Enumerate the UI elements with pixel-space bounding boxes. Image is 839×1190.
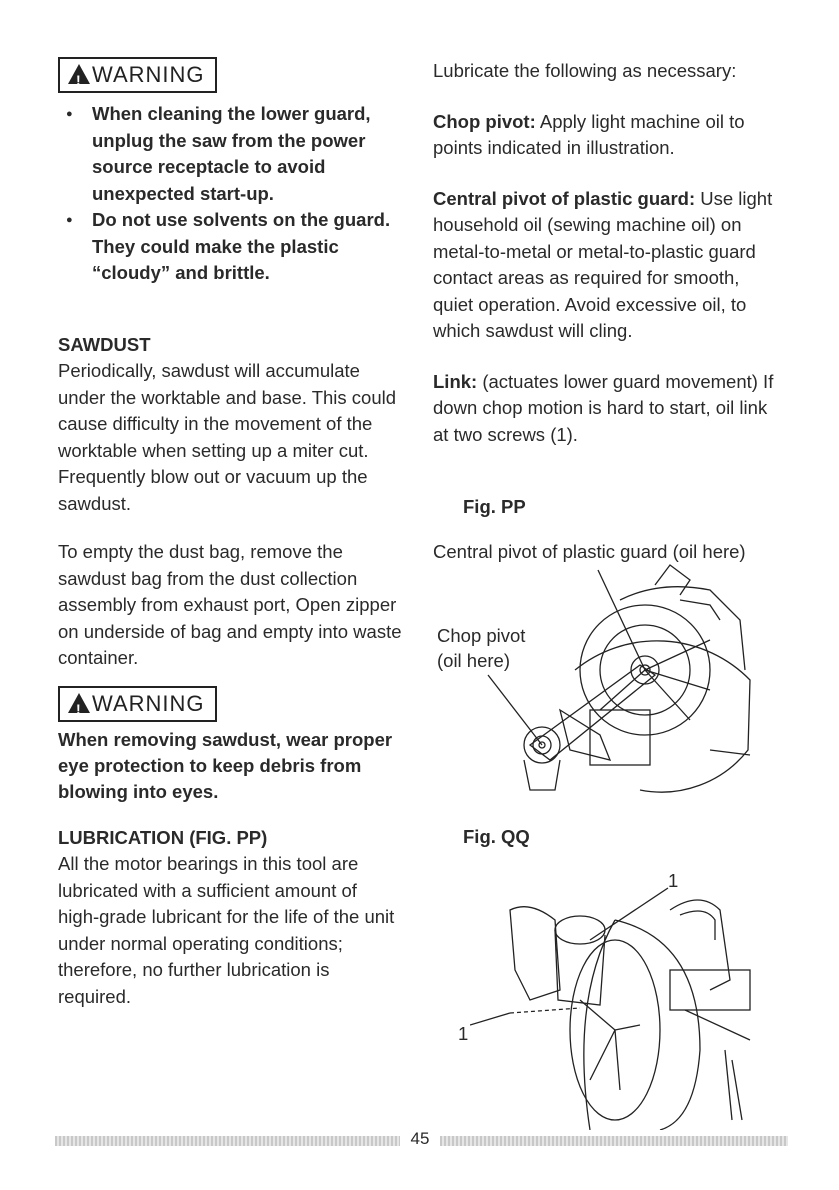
fig-qq-illustration bbox=[470, 880, 760, 1130]
warning-label-2: !WARNING bbox=[58, 686, 217, 722]
right-column bbox=[433, 58, 783, 448]
fig-pp-callout-chop-1: Chop pivot bbox=[437, 625, 526, 646]
fig-pp-illustration bbox=[480, 560, 770, 800]
link-term: Link: bbox=[433, 370, 478, 392]
fig-qq-callout-1a: 1 bbox=[668, 870, 679, 891]
chop-pivot-term: Chop pivot: bbox=[433, 110, 536, 132]
sawdust-section bbox=[58, 332, 403, 672]
lubrication-section bbox=[58, 825, 398, 1010]
fig-qq-label: Fig. QQ bbox=[463, 826, 530, 847]
footer-rule-right bbox=[440, 1136, 788, 1146]
warning-triangle-icon bbox=[68, 693, 90, 713]
sawdust-paragraph-2: To empty the dust bag, remove the sawdust bag from the dust collection assembly from exhaust port, Open zipper on underside of bag and empty into waste container. bbox=[58, 541, 402, 668]
lubrication-paragraph: All the motor bearings in this tool are lubricated with a sufficient amount of high-grade lubricant for the life of the unit under normal operating conditions; therefore, no further lubrication is required. bbox=[58, 853, 395, 1007]
link-paragraph: Link: (actuates lower guard movement) If down chop motion is hard to start, oil link at two screws (1). bbox=[433, 370, 774, 445]
fig-pp-callout-central: Central pivot of plastic guard (oil here) bbox=[433, 541, 746, 562]
central-pivot-paragraph: Central pivot of plastic guard: Use light household oil (sewing machine oil) on metal-to-metal or metal-to-plastic guard contact areas as required for smooth, quiet operation. Avoid excessive oil, to which sawdust will cling. bbox=[433, 187, 773, 341]
central-pivot-term: Central pivot of plastic guard: bbox=[433, 187, 696, 209]
page-footer bbox=[55, 1129, 788, 1148]
chop-pivot-paragraph: Chop pivot: Apply light machine oil to points indicated in illustration. bbox=[433, 110, 745, 158]
warning-bullet: ● Do not use solvents on the guard. They could make the plastic “cloudy” and brittle. bbox=[58, 207, 410, 287]
footer-rule-left bbox=[55, 1136, 400, 1146]
warning-bullet: ● When cleaning the lower guard, unplug the saw from the power source receptacle to avoid unexpected start-up. bbox=[58, 101, 410, 207]
warning-2 bbox=[58, 686, 418, 805]
left-column bbox=[58, 57, 410, 287]
warning-label-1: !WARNING bbox=[58, 57, 217, 93]
sawdust-heading: SAWDUST bbox=[58, 334, 151, 355]
sawdust-paragraph-1: Periodically, sawdust will accumulate under the worktable and base. This could cause difficulty in the movement of the worktable when setting up a miter cut. Frequently blow out or vacuum up the sawdust. bbox=[58, 360, 397, 514]
lubricate-intro: Lubricate the following as necessary: bbox=[433, 60, 737, 81]
lubrication-heading: LUBRICATION (FIG. PP) bbox=[58, 827, 268, 848]
fig-pp-callout-chop-2: (oil here) bbox=[437, 650, 510, 671]
fig-qq-callout-1b: 1 bbox=[458, 1023, 469, 1044]
warning-triangle-icon bbox=[68, 64, 90, 84]
page-number: 45 bbox=[410, 1129, 430, 1148]
warning-bullet-list bbox=[58, 101, 410, 287]
warning-2-text: When removing sawdust, wear proper eye protection to keep debris from blowing into eyes. bbox=[58, 729, 393, 802]
fig-pp-label: Fig. PP bbox=[463, 496, 526, 517]
